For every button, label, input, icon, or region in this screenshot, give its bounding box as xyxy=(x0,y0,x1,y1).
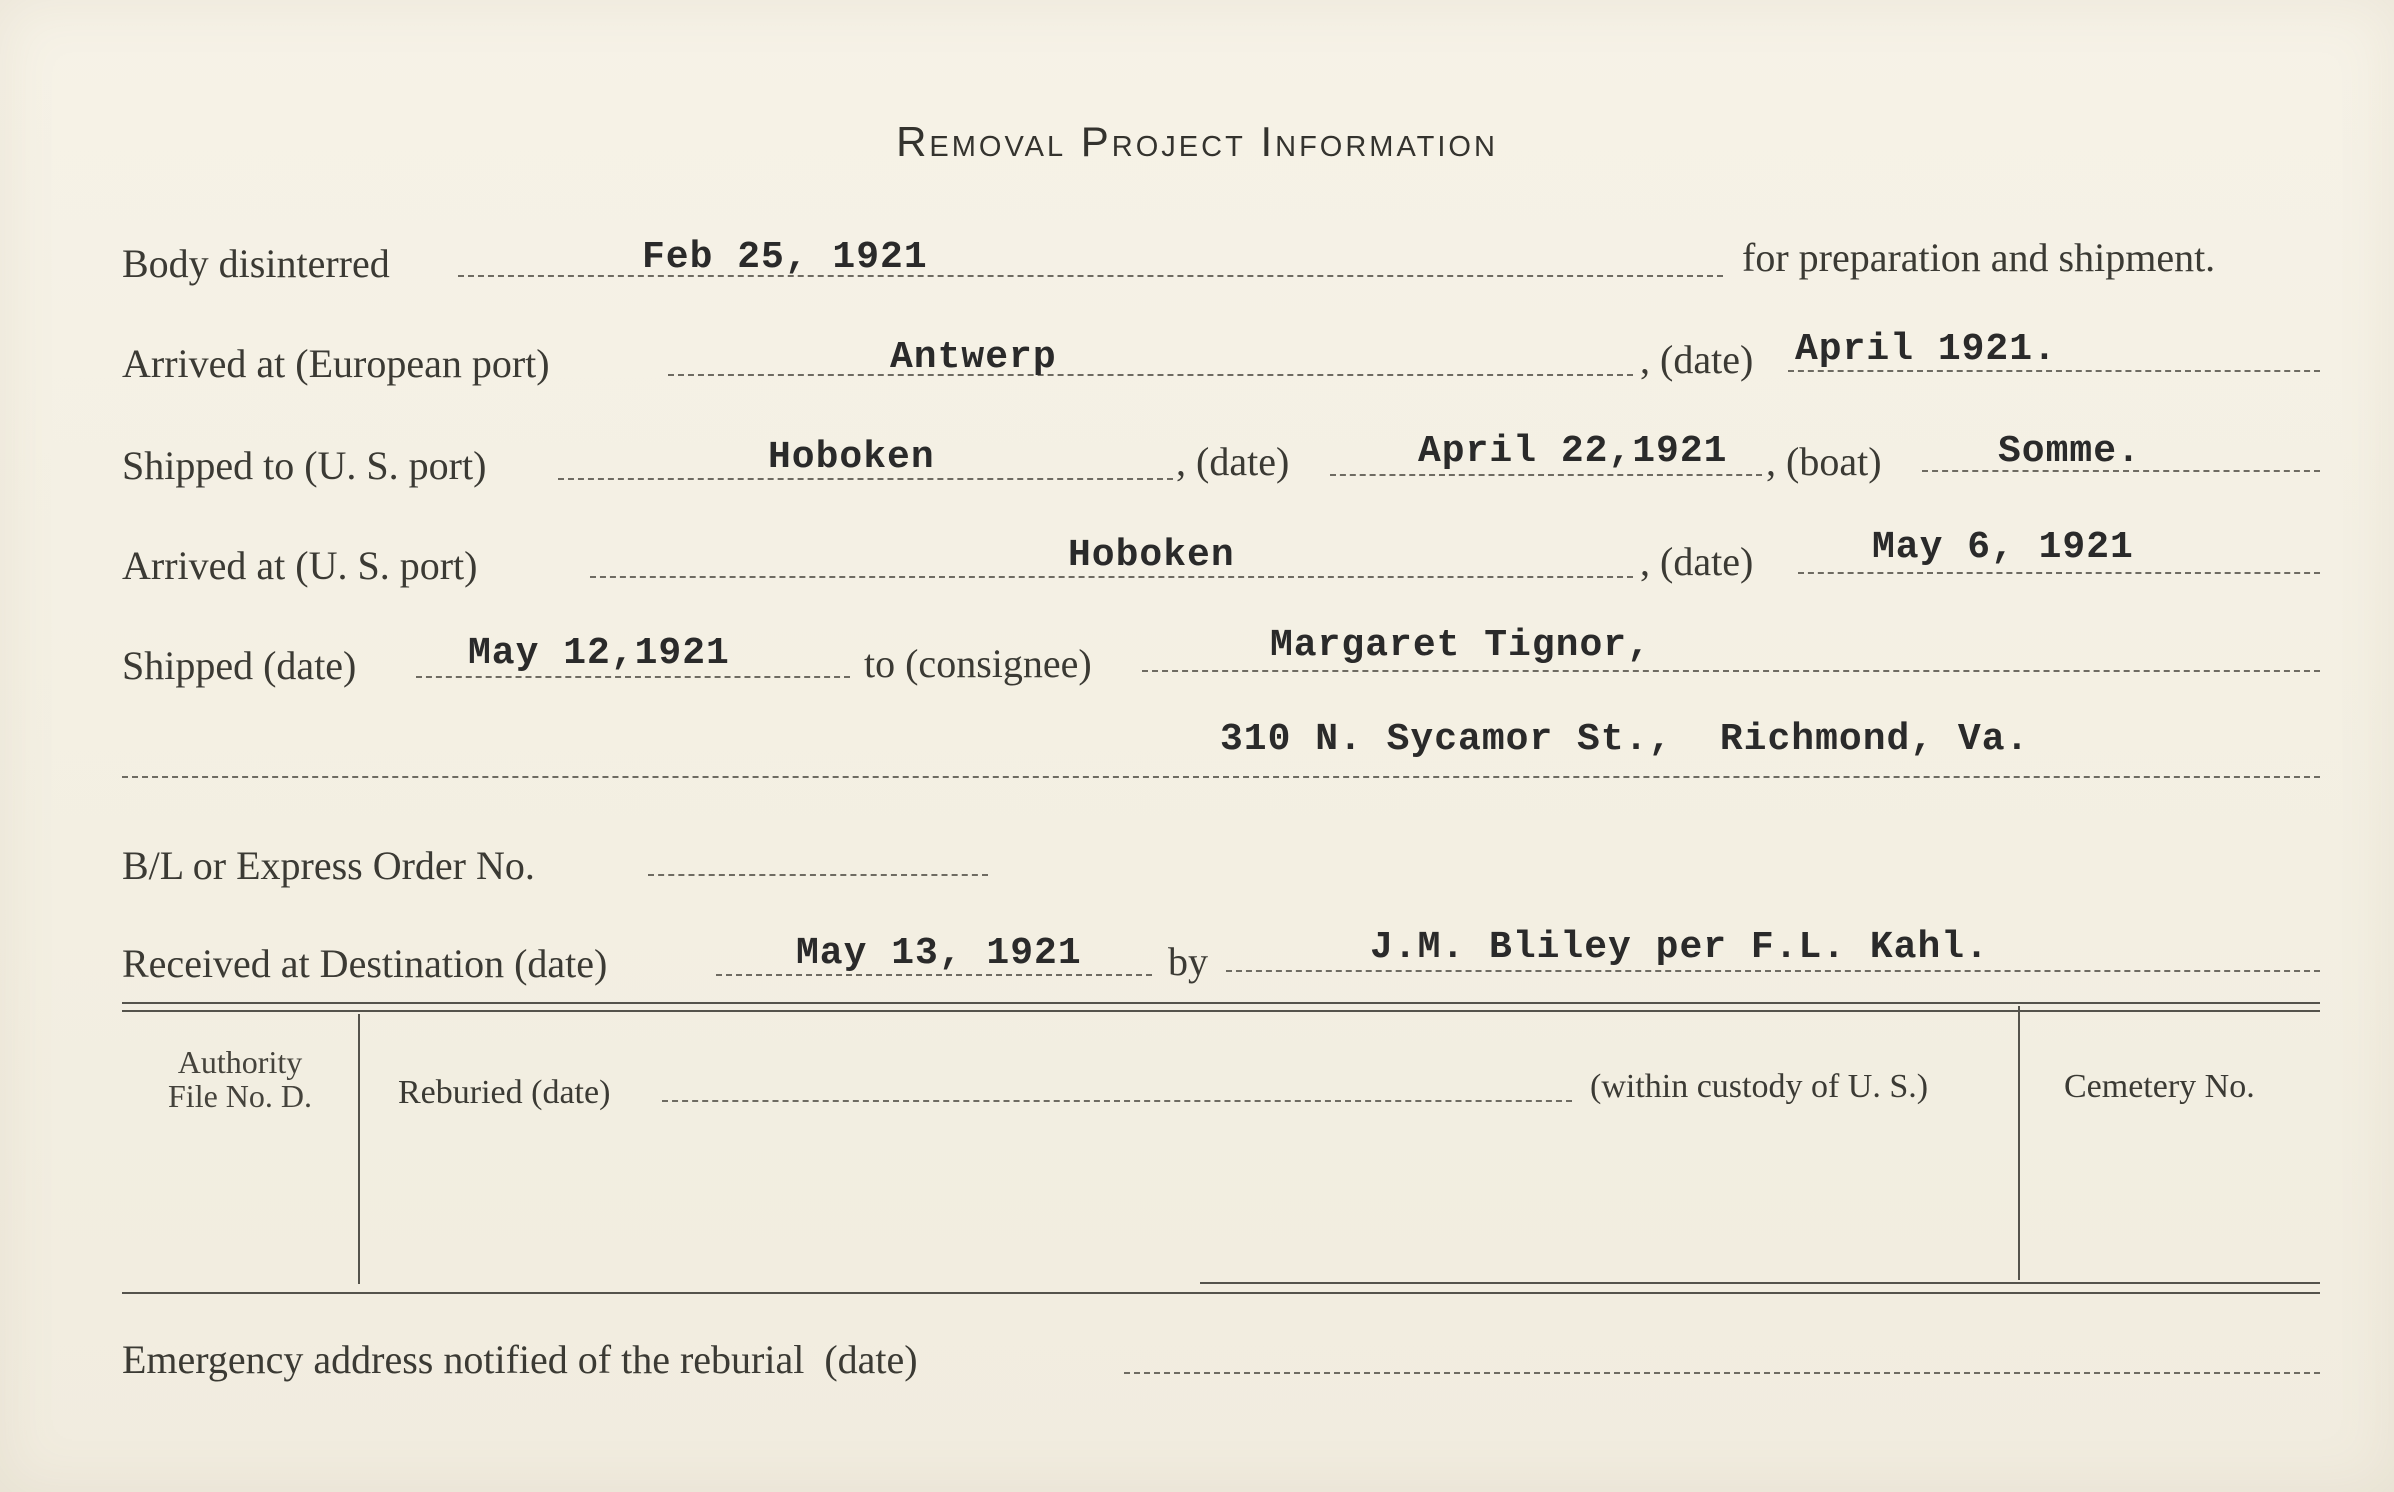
disinterred-suffix: for preparation and shipment. xyxy=(1742,235,2216,280)
disinterred-label: Body disinterred xyxy=(122,241,390,286)
shipped-us-boat-label: , (boat) xyxy=(1766,439,1882,484)
received-by-label: by xyxy=(1168,939,1208,984)
arrived-europe-date-value: April 1921. xyxy=(1795,328,2057,371)
table-divider-right xyxy=(2018,1006,2020,1280)
shipped-date-value: May 12,1921 xyxy=(468,632,730,675)
authority-line-1: Authority xyxy=(177,1044,303,1080)
table-top-rule-2 xyxy=(122,1010,2320,1012)
bl-line xyxy=(648,874,988,876)
arrived-us-value: Hoboken xyxy=(1068,534,1235,577)
received-label: Received at Destination (date) xyxy=(122,941,608,986)
arrived-europe-value: Antwerp xyxy=(890,336,1057,379)
consignee-value: Margaret Tignor, xyxy=(1270,624,1651,667)
consignee-label: to (consignee) xyxy=(864,641,1092,686)
page-title: Removal Project Information xyxy=(896,118,1498,165)
custody-label: (within custody of U. S.) xyxy=(1590,1068,1929,1105)
bl-label: B/L or Express Order No. xyxy=(122,843,535,888)
table-bottom-rule xyxy=(122,1292,2320,1294)
shipped-us-boat-value: Somme. xyxy=(1998,430,2141,473)
arrived-europe-line xyxy=(668,374,1633,376)
cemetery-label: Cemetery No. xyxy=(2064,1068,2255,1105)
arrived-us-date-label: , (date) xyxy=(1640,539,1754,584)
arrived-us-date-line xyxy=(1798,572,2320,574)
table-divider-left xyxy=(358,1014,360,1284)
emergency-label: Emergency address notified of the reburial (date) xyxy=(122,1337,918,1382)
table-inner-bottom-rule xyxy=(1200,1282,2320,1284)
authority-file-label xyxy=(142,1046,338,1113)
disinterred-value: Feb 25, 1921 xyxy=(642,236,928,279)
arrived-europe-label: Arrived at (European port) xyxy=(122,341,550,386)
shipped-us-value: Hoboken xyxy=(768,436,935,479)
reburied-line xyxy=(662,1100,1572,1102)
shipped-date-line xyxy=(416,676,850,678)
table-top-rule xyxy=(122,1002,2320,1004)
shipped-us-label: Shipped to (U. S. port) xyxy=(122,443,487,488)
shipped-date-label: Shipped (date) xyxy=(122,643,357,688)
arrived-us-date-value: May 6, 1921 xyxy=(1872,526,2134,569)
shipped-us-date-label: , (date) xyxy=(1176,439,1290,484)
consignee-line xyxy=(1142,670,2320,672)
address-line xyxy=(122,776,2320,778)
shipped-us-date-value: April 22,1921 xyxy=(1418,430,1728,473)
received-by-value: J.M. Bliley per F.L. Kahl. xyxy=(1370,926,1989,969)
authority-line-2: File No. D. xyxy=(168,1077,312,1114)
shipped-us-date-line xyxy=(1330,474,1762,476)
emergency-line xyxy=(1124,1372,2320,1374)
arrived-us-label: Arrived at (U. S. port) xyxy=(122,543,478,588)
arrived-europe-date-label: , (date) xyxy=(1640,337,1754,382)
reburied-label: Reburied (date) xyxy=(398,1074,611,1111)
received-by-line xyxy=(1226,970,2320,972)
received-value: May 13, 1921 xyxy=(796,932,1082,975)
consignee-address: 310 N. Sycamor St., Richmond, Va. xyxy=(1220,718,2030,761)
